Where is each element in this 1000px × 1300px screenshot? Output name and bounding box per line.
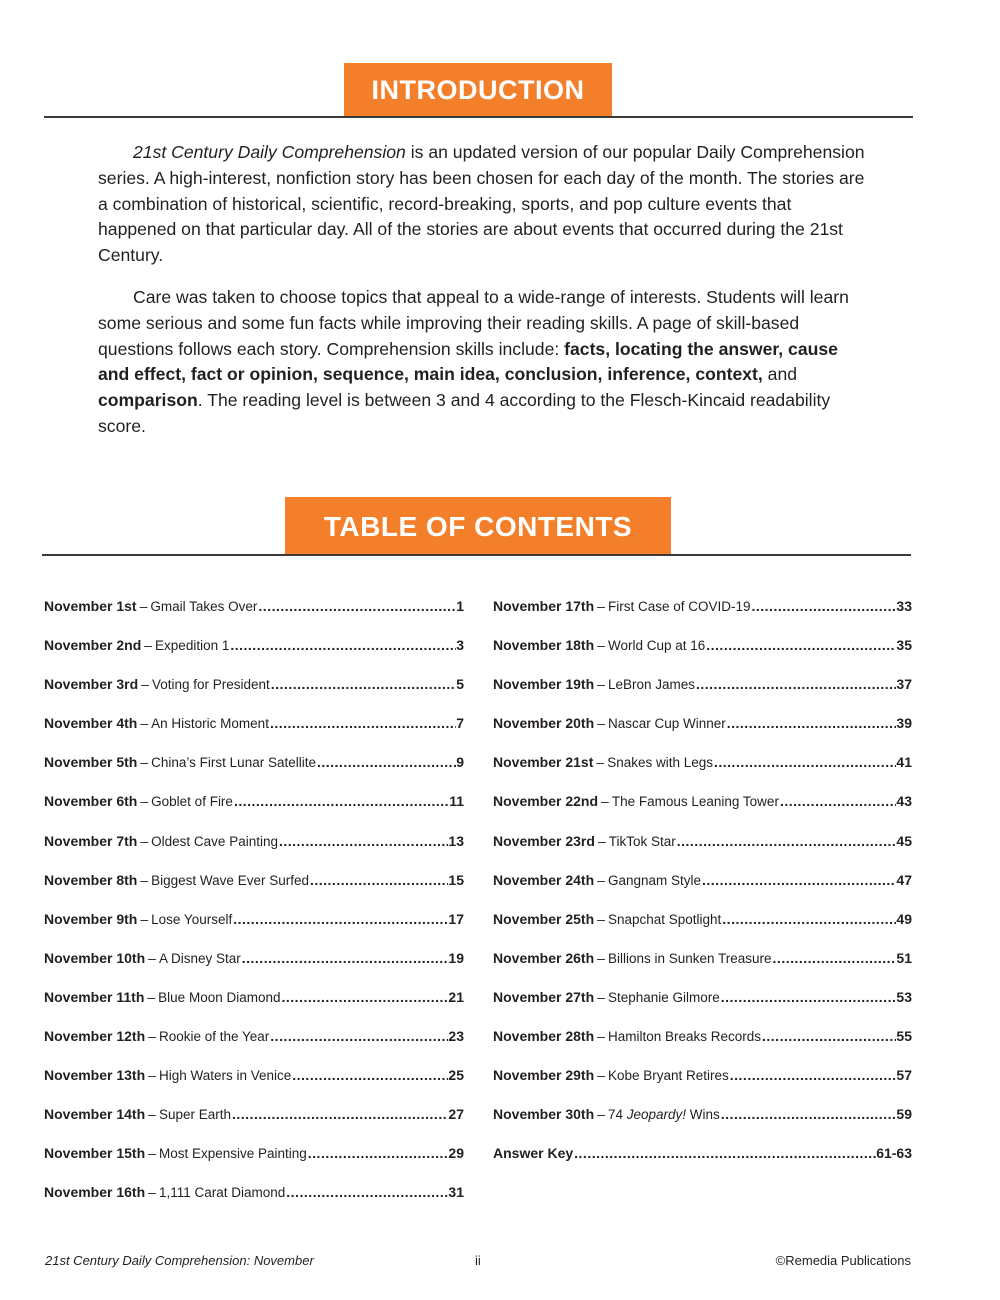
toc-entry-page: 33 [896,598,912,614]
toc-entry-page: 31 [448,1184,464,1201]
toc-entry-title [608,714,726,734]
table-of-contents-divider [42,554,911,556]
toc-entry-title [607,753,713,773]
toc-entry[interactable] [44,1065,464,1104]
toc-entry-leader-dots [714,752,896,772]
toc-entry-date: November 2nd [44,637,142,654]
toc-entry-date: November 14th [44,1106,146,1123]
toc-entry-title-text: Snakes with Legs [607,755,713,771]
toc-entry-leader-dots [242,948,449,968]
toc-entry[interactable] [44,1104,464,1143]
toc-entry-date: November 24th [493,871,595,888]
toc-entry-title [612,792,779,812]
toc-entry-leader-dots [727,713,897,733]
toc-entry-leader-dots [308,1143,449,1163]
toc-entry-separator: – [597,1106,605,1123]
toc-entry-title-text: Hamilton Breaks Records [607,1029,762,1045]
toc-entry[interactable] [44,1026,464,1065]
toc-entry[interactable] [493,713,912,752]
toc-entry-date: November 23rd [493,832,595,849]
toc-entry-title [608,988,720,1008]
toc-entry-page: 1 [456,598,464,614]
toc-entry-page: 45 [896,832,912,849]
toc-entry-page: 3 [456,637,464,654]
toc-entry-title-text: Blue Moon Diamond [158,989,281,1005]
toc-entry-separator: – [601,793,609,810]
toc-entry-title-italic: Jeopardy! [626,1107,687,1123]
toc-entry[interactable] [493,831,912,870]
toc-entry-title [151,753,316,773]
toc-entry-leader-dots [722,909,896,929]
toc-entry-date: November 7th [44,832,138,849]
toc-entry-separator: – [140,715,149,732]
toc-entry[interactable] [44,831,464,870]
toc-entry-title-text: Lose Yourself [151,911,233,927]
toc-entry-leader-dots [279,831,448,851]
toc-entry[interactable] [493,635,912,674]
toc-entry-title [609,832,676,852]
toc-entry[interactable] [44,1143,464,1182]
footer-book-title: 21st Century Daily Comprehension: November [45,1253,314,1268]
toc-entry-date: Answer Key [493,1145,574,1162]
toc-entry-separator: – [140,832,149,849]
toc-entry-title [159,1183,285,1203]
toc-entry[interactable] [44,909,464,948]
toc-entry-title [151,871,309,891]
toc-entry-page: 25 [448,1067,464,1084]
toc-entry-leader-dots [230,635,456,655]
toc-entry-separator: – [141,676,149,693]
toc-entry-title [158,988,280,1008]
toc-entry-leader-dots [271,674,456,694]
toc-entry-separator: – [140,754,149,771]
toc-entry-separator: – [148,949,156,966]
toc-entry-separator: – [597,637,605,654]
toc-entry-title-after: Wins [686,1107,720,1123]
toc-entry-date: November 29th [493,1067,595,1084]
toc-entry-leader-dots [310,870,448,890]
toc-entry-leader-dots [317,752,456,772]
toc-entry-title [159,1066,291,1086]
toc-entry-separator: – [139,598,148,614]
toc-entry-title-text: Rookie of the Year [158,1029,270,1045]
toc-entry[interactable] [44,870,464,909]
introduction-paragraph-1 [98,140,868,269]
toc-entry-title-text: Most Expensive Painting [158,1146,307,1162]
toc-entry-date: November 16th [44,1184,146,1201]
toc-entry-title-text: Voting for President [151,677,270,693]
toc-entry-leader-dots [702,870,896,890]
toc-entry-title-text: Expedition 1 [155,638,230,654]
toc-entry-leader-dots [292,1065,448,1085]
toc-entry[interactable] [493,1143,912,1182]
toc-entry-page: 9 [456,754,464,771]
toc-entry-page: 59 [896,1106,912,1123]
toc-entry[interactable] [493,870,912,909]
toc-entry-title-text: 1,111 Carat Diamond [158,1185,286,1201]
toc-entry-title [152,675,270,695]
toc-entry-leader-dots [258,596,456,616]
toc-entry-title [159,1144,307,1164]
toc-entry-separator: – [597,598,605,614]
toc-entry-separator: – [147,988,156,1005]
toc-entry-title-text: Gangnam Style [607,872,702,888]
toc-entry-date: November 4th [44,715,138,732]
toc-entry[interactable] [493,909,912,948]
toc-entry-title-text: A Disney Star [158,950,241,966]
toc-entry-separator: – [140,910,149,927]
toc-entry-leader-dots [286,1182,448,1202]
toc-entry-page: 35 [896,637,912,654]
toc-entry-page: 11 [449,793,464,810]
toc-entry-page: 7 [456,715,464,732]
paragraph-2-part-e: . The reading level is between 3 and 4 according to the Flesch-Kincaid readability score. [98,390,831,436]
toc-entry-page: 39 [896,715,912,732]
toc-entry-title [608,675,695,695]
toc-entry-leader-dots [762,1026,896,1046]
toc-entry-date: November 1st [44,598,137,614]
toc-entry-date: November 19th [493,676,595,693]
toc-entry-page: 5 [456,676,464,693]
toc-entry-leader-dots [721,987,897,1007]
toc-entry-title [151,792,233,812]
footer-page-number: ii [475,1253,481,1268]
toc-entry-separator: – [597,949,605,966]
book-title: 21st Century Daily Comprehension [133,142,406,162]
toc-entry-title [151,714,269,734]
toc-entry-leader-dots [234,791,449,811]
introduction-heading: INTRODUCTION [344,63,612,116]
toc-entry-title-text: Nascar Cup Winner [607,716,726,732]
toc-entry-title-text: China’s First Lunar Satellite [151,755,316,771]
toc-entry[interactable] [493,987,912,1026]
toc-entry-separator: – [597,715,605,732]
toc-entry-page: 37 [896,676,912,693]
toc-entry-date: November 27th [493,988,595,1005]
toc-entry[interactable] [44,987,464,1026]
toc-entry-page: 51 [896,949,912,966]
toc-entry-date: November 20th [493,715,595,732]
toc-entry-page: 17 [448,910,464,927]
toc-entry-leader-dots [574,1143,876,1163]
toc-entry-title-text: Gmail Takes Over [150,599,258,614]
toc-entry-title [608,1105,720,1125]
toc-entry-leader-dots [721,1104,897,1124]
toc-entry[interactable] [44,674,464,713]
toc-entry-title-text: An Historic Moment [151,716,269,732]
toc-entry-title [608,1066,729,1086]
toc-entry-separator: – [148,1184,156,1201]
toc-entry-title [608,871,701,891]
toc-entry-page: 41 [896,754,912,771]
toc-entry[interactable] [44,752,464,791]
toc-entry-date: November 11th [44,988,145,1005]
toc-entry-date: November 21st [493,754,594,771]
toc-entry-leader-dots [677,831,897,851]
toc-entry-date: November 3rd [44,676,139,693]
skill-comparison: comparison [98,390,198,411]
toc-entry-separator: – [148,1145,156,1162]
toc-entry-page: 23 [448,1028,464,1045]
toc-entry[interactable] [493,1026,912,1065]
toc-right-column [493,596,912,1182]
toc-entry[interactable] [44,635,464,674]
toc-entry-date: November 18th [493,637,595,654]
toc-entry-title [159,1027,269,1047]
toc-entry-title-text: High Waters in Venice [158,1068,292,1084]
toc-entry[interactable] [44,1182,464,1221]
toc-entry-title-text: LeBron James [607,677,695,693]
introduction-paragraph-2 [98,285,868,440]
toc-entry[interactable] [493,1065,912,1104]
skills-list: facts, locating the answer, cause and effect, fact or opinion, sequence, main idea, conclusion, inference, context, [98,338,838,385]
toc-entry[interactable] [493,1104,912,1143]
toc-entry-date: November 12th [44,1028,146,1045]
toc-entry-title-text: The Famous Leaning Tower [611,794,779,810]
toc-entry-leader-dots [752,596,897,616]
toc-entry-page: 19 [448,949,464,966]
toc-entry-separator: – [140,793,149,810]
paragraph-2-part-c: and [762,364,798,385]
toc-entry-date: November 13th [44,1067,146,1084]
toc-entry-page: 27 [448,1106,464,1123]
toc-entry-date: November 9th [44,910,138,927]
toc-entry[interactable] [44,791,464,830]
toc-entry-date: November 30th [493,1106,595,1123]
toc-entry[interactable] [493,752,912,791]
toc-entry-title [608,597,751,617]
toc-entry-title-text: World Cup at 16 [607,638,706,654]
toc-entry-separator: – [597,676,605,693]
toc-entry-title [608,910,721,930]
toc-entry-separator: – [596,754,605,771]
toc-entry-page: 55 [896,1028,912,1045]
toc-entry-title [151,832,278,852]
toc-entry[interactable] [493,596,912,635]
toc-entry-leader-dots [773,948,897,968]
toc-entry[interactable] [493,674,912,713]
toc-entry-leader-dots [730,1065,897,1085]
toc-entry-leader-dots [696,674,896,694]
toc-entry-date: November 25th [493,910,595,927]
toc-entry-title-text: First Case of COVID-19 [607,599,751,614]
toc-entry-date: November 8th [44,871,138,888]
toc-entry-title [159,1105,231,1125]
toc-entry-separator: – [144,637,153,654]
toc-entry-date: November 22nd [493,793,599,810]
toc-entry-title-text: Oldest Cave Painting [151,833,278,849]
toc-entry-separator: – [140,871,149,888]
toc-entry[interactable] [493,948,912,987]
toc-entry-title [151,910,232,930]
toc-left-column [44,596,464,1222]
toc-entry-title [159,949,241,969]
toc-entry-page: 29 [448,1145,464,1162]
toc-entry-title-text: Biggest Wave Ever Surfed [151,872,309,888]
toc-entry-page: 47 [896,871,912,888]
toc-entry-page: 61-63 [876,1145,912,1162]
toc-entry-title-text: 74 [607,1107,627,1123]
toc-entry-date: November 17th [493,598,595,614]
toc-entry-separator: – [597,910,605,927]
toc-entry-leader-dots [233,909,448,929]
toc-entry-title-text: Billions in Sunken Treasure [607,950,772,966]
toc-entry-title [608,636,705,656]
toc-entry-separator: – [148,1028,156,1045]
toc-entry-page: 49 [896,910,912,927]
toc-entry-date: November 15th [44,1145,146,1162]
paragraph-2-part-a: Care was taken to choose topics that appeal to a wide-range of interests. Students will learn some serious and some fun facts while improving their reading skills. A page of skill-based questions follows each story. Comprehension skills include: [98,287,849,359]
toc-entry-separator: – [597,1067,605,1084]
toc-entry-separator: – [597,988,605,1005]
toc-entry-leader-dots [270,713,456,733]
toc-entry-separator: – [148,1067,156,1084]
toc-entry-date: November 6th [44,793,138,810]
toc-entry-title-text: TikTok Star [608,833,676,849]
toc-entry-title-text: Goblet of Fire [151,794,233,810]
toc-entry-leader-dots [232,1104,448,1124]
toc-entry[interactable] [493,791,912,830]
toc-entry-title-text: Stephanie Gilmore [607,989,720,1005]
toc-entry-title-text: Super Earth [158,1107,231,1123]
introduction-divider [44,116,913,118]
toc-entry-page: 53 [896,988,912,1005]
toc-entry-date: November 5th [44,754,138,771]
toc-entry-title [155,636,229,656]
toc-entry[interactable] [44,596,464,635]
toc-entry-title-text: Snapchat Spotlight [607,911,722,927]
toc-entry-leader-dots [270,1026,448,1046]
toc-entry-leader-dots [706,635,896,655]
toc-entry-title [150,597,257,617]
footer-publisher: ©Remedia Publications [775,1253,911,1268]
toc-entry[interactable] [44,948,464,987]
toc-entry-page: 15 [448,871,464,888]
toc-entry-leader-dots [282,987,449,1007]
toc-entry-title-text: Kobe Bryant Retires [607,1068,729,1084]
toc-entry-leader-dots [780,791,896,811]
toc-entry-separator: – [148,1106,156,1123]
toc-entry-date: November 10th [44,949,146,966]
table-of-contents-heading: TABLE OF CONTENTS [285,497,671,555]
toc-entry-date: November 26th [493,949,595,966]
toc-entry-page: 21 [448,988,464,1005]
toc-entry-separator: – [597,871,605,888]
toc-entry-page: 43 [896,793,912,810]
toc-entry-separator: – [597,832,606,849]
toc-entry-page: 13 [448,832,464,849]
toc-entry-title [608,949,772,969]
toc-entry[interactable] [44,713,464,752]
toc-entry-date: November 28th [493,1028,595,1045]
toc-entry-title [608,1027,761,1047]
toc-entry-page: 57 [896,1067,912,1084]
toc-entry-separator: – [597,1028,605,1045]
introduction-paragraph-1-text: is an updated version of our popular Daily Comprehension series. A high-interest, nonfiction story has been chosen for each day of the month. The stories are a combination of historical, scientific, record-breaking, sports, and pop culture events that happened on that particular day. All of the stories are about events that occurred during the 21st Century. [98,142,865,266]
